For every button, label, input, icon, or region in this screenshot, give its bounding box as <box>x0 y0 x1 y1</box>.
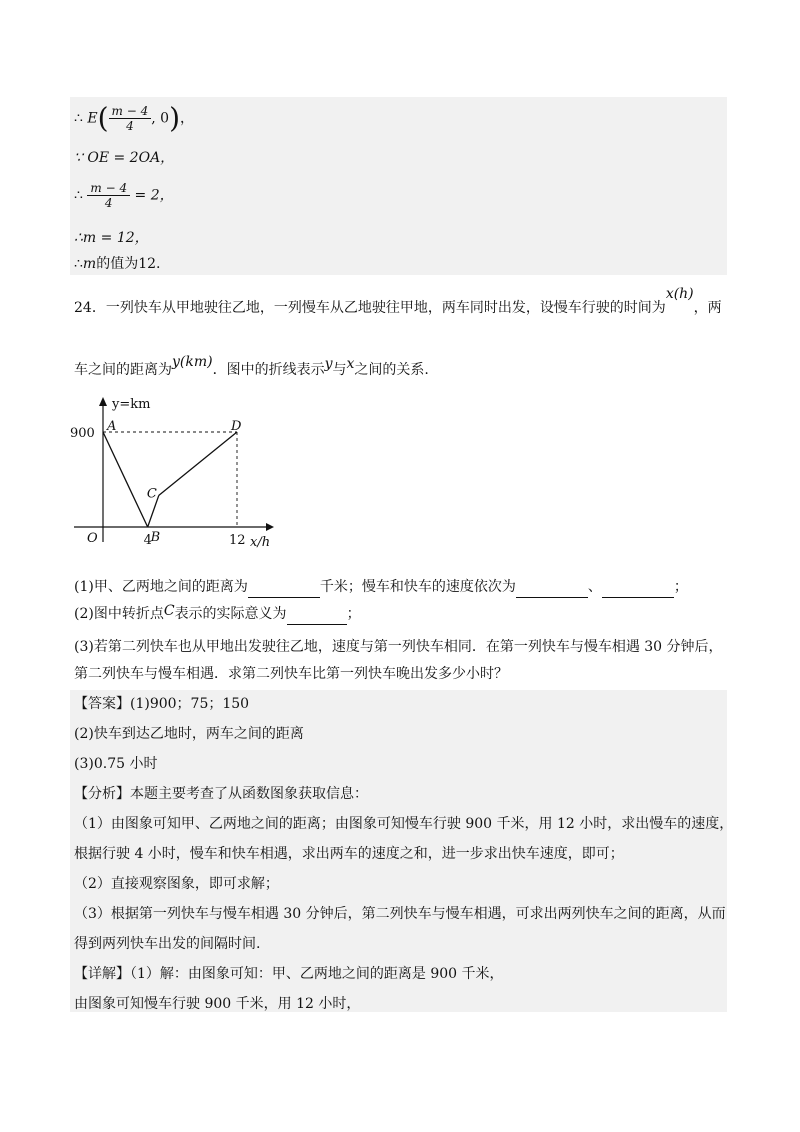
part-1-end: ； <box>673 579 688 595</box>
question-text: 24．一列快车从甲地驶往乙地，一列慢车从乙地驶往甲地，两车同时出发，设慢车行驶的时间为 <box>74 300 666 316</box>
therefore-symbol: ∴ <box>74 110 83 127</box>
var-m: m <box>82 256 97 272</box>
solution-line-4: ∴m = 12， <box>74 230 149 246</box>
fraction-numerator: m − 4 <box>109 104 152 119</box>
question-text: 车之间的距离为 <box>74 362 172 378</box>
blank-fast-speed[interactable] <box>602 577 674 598</box>
analysis-line-2: （1）由图象可知甲、乙两地之间的距离；由图象可知慢车行驶 900 千米，用 12 小时，求出慢车的速度， <box>74 816 734 832</box>
part-1-text: 千米；慢车和快车的速度依次为 <box>319 579 516 595</box>
solution-result: 的值为12. <box>96 256 161 272</box>
fraction-denominator: 4 <box>104 196 113 210</box>
x-axis-label: x/h <box>250 535 271 550</box>
x-axis-arrow <box>266 523 274 531</box>
part-2-text: (2)图中转折点 <box>74 606 164 622</box>
graph-segment-AB <box>103 432 148 527</box>
blank-slow-speed[interactable] <box>516 577 588 598</box>
question-text-end: ，两 <box>693 300 722 316</box>
question-line-2 <box>74 354 429 380</box>
coordinate-tail: , 0 <box>151 110 170 127</box>
point-e-label: E <box>87 110 98 127</box>
left-paren: ( <box>97 101 109 135</box>
analysis-line-5: （3）根据第一列快车与慢车相遇 30 分钟后，第二列快车与慢车相遇，可求出两列快车之间的距离，从而 <box>74 906 726 922</box>
var-x-hours: x(h) <box>665 286 694 302</box>
blank-distance[interactable] <box>248 577 320 598</box>
var-y-km: y(km) <box>172 354 213 370</box>
analysis-line-1: 【分析】本题主要考查了从函数图象获取信息： <box>74 786 368 802</box>
analysis-line-6: 得到两列快车出发的间隔时间. <box>74 936 261 952</box>
fraction-denominator: 4 <box>126 119 134 133</box>
part-1 <box>74 577 688 598</box>
solution-line-5 <box>74 254 160 274</box>
line-end: ， <box>180 110 194 127</box>
part-2-end: ； <box>346 606 361 622</box>
point-label-b: B <box>150 530 161 545</box>
part-2-text: 表示的实际意义为 <box>174 606 287 622</box>
question-text: 之间的关系. <box>354 362 429 378</box>
analysis-line-4: （2）直接观察图象，即可求解； <box>74 876 279 892</box>
answer-line-2: (2)快车到达乙地时，两车之间的距离 <box>74 726 304 742</box>
therefore-symbol: ∴ <box>74 187 83 204</box>
fraction <box>109 104 152 133</box>
y-axis-arrow <box>99 397 107 406</box>
part-1-text: (1)甲、乙两地之间的距离为 <box>74 579 248 595</box>
answer-line-1: 【答案】(1)900；75；150 <box>74 696 250 712</box>
question-text: 与 <box>332 362 347 378</box>
answer-line-3: (3)0.75 小时 <box>74 756 158 772</box>
x-tick-label-4: 4 <box>143 533 152 548</box>
analysis-line-3: 根据行驶 4 小时，慢车和快车相遇，求出两车的速度之和，进一步求出快车速度，即可； <box>74 846 624 862</box>
right-paren: ) <box>169 101 180 135</box>
axes <box>74 397 274 542</box>
point-c: C <box>163 603 175 619</box>
point-label-a: A <box>107 419 117 434</box>
detail-line-2: 由图象可知慢车行驶 900 千米，用 12 小时， <box>74 996 361 1012</box>
x-tick-label-12: 12 <box>229 533 246 548</box>
fraction-numerator: m − 4 <box>87 181 130 196</box>
point-label-d: D <box>231 419 242 434</box>
solution-line-2: ∵ OE = 2OA， <box>74 150 175 166</box>
detail-line-1: 【详解】（1）解：由图象可知：甲、乙两地之间的距离是 900 千米， <box>74 966 504 982</box>
therefore-symbol: ∴ <box>74 256 83 272</box>
solution-line-3 <box>74 181 174 210</box>
blank-meaning[interactable] <box>287 604 347 625</box>
graph-segment-CD <box>159 432 237 495</box>
origin-label: O <box>87 531 98 546</box>
y-tick-label-900: 900 <box>70 426 95 441</box>
part-2 <box>74 604 361 625</box>
question-line-1 <box>74 286 722 318</box>
y-axis-label: y=km <box>112 397 151 412</box>
equation-tail: = 2， <box>134 187 174 204</box>
distance-time-graph <box>66 392 286 557</box>
solution-line-1 <box>74 101 194 135</box>
question-text: ．图中的折线表示 <box>212 362 325 378</box>
part-3-line-1: (3)若第二列快车也从甲地出发驶往乙地，速度与第一列快车相同．在第一列快车与慢车相遇 30 分钟后， <box>74 639 723 655</box>
point-label-c: C <box>146 486 157 502</box>
separator: 、 <box>587 579 602 595</box>
var-x: x <box>346 356 355 372</box>
fraction <box>87 181 130 210</box>
var-y: y <box>324 356 333 372</box>
part-3-line-2: 第二列快车与慢车相遇．求第二列快车比第一列快车晚出发多少小时？ <box>74 666 508 682</box>
